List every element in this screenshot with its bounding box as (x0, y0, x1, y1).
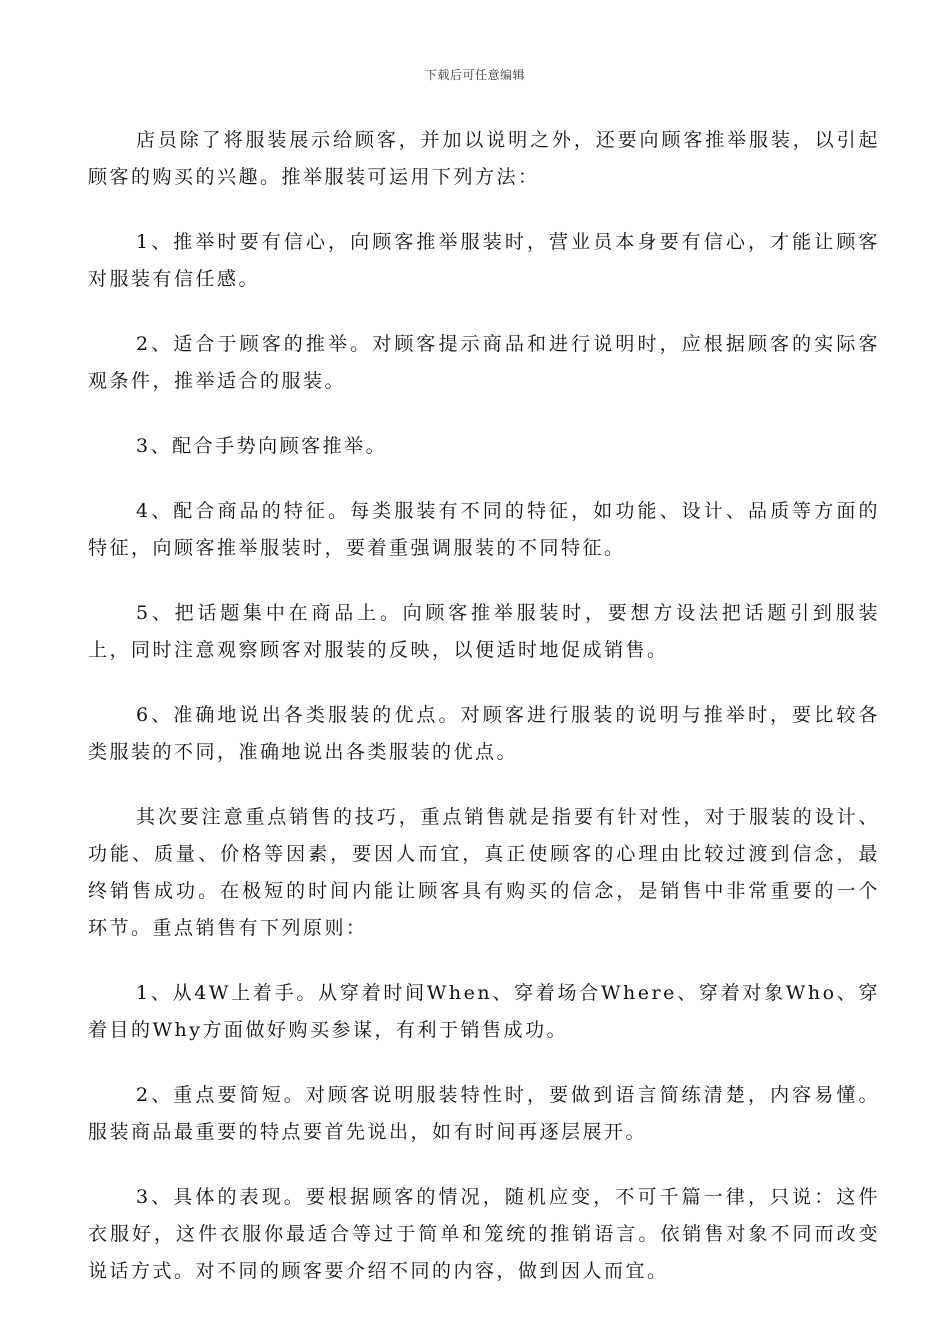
paragraph-method-1: 1、推举时要有信心，向顾客推举服装时，营业员本身要有信心，才能让顾客对服装有信任感。 (88, 231, 880, 290)
paragraph-key-selling: 其次要注意重点销售的技巧，重点销售就是指要有针对性，对于服装的设计、功能、质量、价格等因素，要因人而宜，真正使顾客的心理由比较过渡到信念，最终销售成功。在极短的时间内能让顾客具有购买的信念，是销售中非常重要的一个环节。重点销售有下列原则： (88, 806, 880, 939)
paragraph-principle-1: 1、从4W上着手。从穿着时间When、穿着场合Where、穿着对象Who、穿着目的Why方面做好购买参谋，有利于销售成功。 (88, 982, 880, 1041)
document-body (88, 122, 880, 1318)
paragraph-intro: 店员除了将服装展示给顾客，并加以说明之外，还要向顾客推举服装，以引起顾客的购买的兴趣。推举服装可运用下列方法： (88, 129, 880, 188)
paragraph-method-4: 4、配合商品的特征。每类服装有不同的特征，如功能、设计、品质等方面的特征，向顾客推举服装时，要着重强调服装的不同特征。 (88, 500, 880, 559)
paragraph-method-6: 6、准确地说出各类服装的优点。对顾客进行服装的说明与推举时，要比较各类服装的不同，准确地说出各类服装的优点。 (88, 704, 880, 763)
paragraph-method-5: 5、把话题集中在商品上。向顾客推举服装时，要想方设法把话题引到服装上，同时注意观察顾客对服装的反映，以便适时地促成销售。 (88, 602, 880, 661)
page-header-note: 下载后可任意编辑 (424, 68, 525, 82)
paragraph-principle-3: 3、具体的表现。要根据顾客的情况，随机应变，不可千篇一律，只说：这件衣服好，这件衣服你最适合等过于简单和笼统的推销语言。依销售对象不同而改变说话方式。对不同的顾客要介绍不同的内容，做到因人而宜。 (88, 1186, 880, 1282)
paragraph-method-3: 3、配合手势向顾客推举。 (136, 435, 388, 457)
paragraph-method-2: 2、适合于顾客的推举。对顾客提示商品和进行说明时，应根据顾客的实际客观条件，推举适合的服装。 (88, 333, 880, 392)
paragraph-principle-2: 2、重点要简短。对顾客说明服装特性时，要做到语言简练清楚，内容易懂。服装商品最重要的特点要首先说出，如有时间再逐层展开。 (88, 1084, 880, 1143)
